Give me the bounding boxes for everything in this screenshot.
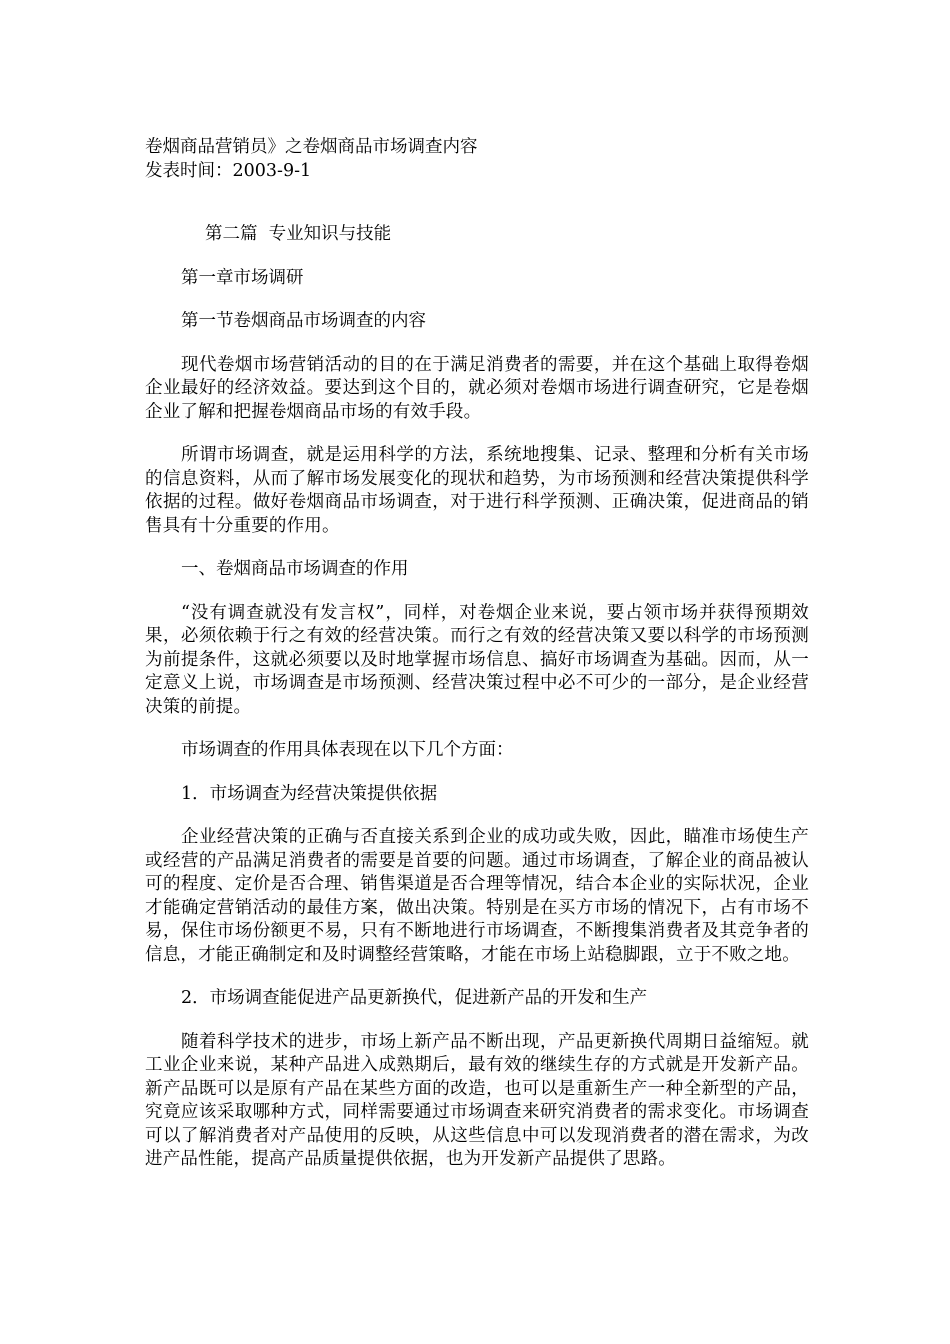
body-paragraph: “没有调查就没有发言权”，同样，对卷烟企业来说，要占领市场并获得预期效果，必须依赖于行之有效的经营决策。而行之有效的经营决策又要以科学的市场预测为前提条件，这就必须要以及时地掌握市场信息、搞好市场调查为基础。因而，从一定意义上说，市场调查是市场预测、经营决策过程中必不可少的一部分，是企业经营决策的前提。: [145, 602, 809, 717]
body-paragraph: 企业经营决策的正确与否直接关系到企业的成功或失败，因此，瞄准市场使生产或经营的产品满足消费者的需要是首要的问题。通过市场调查，了解企业的商品被认可的程度、定价是否合理、销售渠道是否合理等情况，结合本企业的实际状况，企业才能确定营销活动的最佳方案，做出决策。特别是在买方市场的情况下，占有市场不易，保住市场份额更不易，只有不断地进行市场调查，不断搜集消费者及其竞争者的信息，才能正确制定和及时调整经营策略，才能在市场上站稳脚跟，立于不败之地。: [145, 827, 809, 965]
point-heading: 2．市场调查能促进产品更新换代，促进新产品的开发和生产: [181, 988, 648, 1008]
intro-line: 市场调查的作用具体表现在以下几个方面：: [181, 740, 514, 760]
publish-date: 发表时间：2003-9-1: [145, 160, 312, 181]
section-heading: 第一节卷烟商品市场调查的内容: [181, 311, 426, 331]
body-paragraph: 随着科学技术的进步，市场上新产品不断出现，产品更新换代周期日益缩短。就工业企业来说，某种产品进入成熟期后，最有效的继续生存的方式就是开发新产品。新产品既可以是原有产品在某些方面的改造，也可以是重新生产一种全新型的产品，究竟应该采取哪种方式，同样需要通过市场调查来研究消费者的需求变化。市场调查可以了解消费者对产品使用的反映，从这些信息中可以发现消费者的潜在需求，为改进产品性能，提高产品质量提供依据，也为开发新产品提供了思路。: [145, 1031, 809, 1169]
document-page: [145, 136, 809, 1172]
body-paragraph: 所谓市场调查，就是运用科学的方法，系统地搜集、记录、整理和分析有关市场的信息资料，从而了解市场发展变化的现状和趋势，为市场预测和经营决策提供科学依据的过程。做好卷烟商品市场调查，对于进行科学预测、正确决策，促进商品的销售具有十分重要的作用。: [145, 445, 809, 536]
document-title: 卷烟商品营销员》之卷烟商品市场调查内容: [145, 137, 478, 157]
subheading: 一、卷烟商品市场调查的作用: [181, 559, 409, 579]
chapter-heading: 第一章市场调研: [181, 267, 304, 288]
body-paragraph: 现代卷烟市场营销活动的目的在于满足消费者的需要，并在这个基础上取得卷烟企业最好的经济效益。要达到这个目的，就必须对卷烟市场进行调查研究，它是卷烟企业了解和把握卷烟商品市场的有效手段。: [145, 354, 809, 422]
part-heading: 第二篇 专业知识与技能: [205, 224, 392, 244]
point-heading: 1．市场调查为经营决策提供依据: [181, 783, 438, 804]
